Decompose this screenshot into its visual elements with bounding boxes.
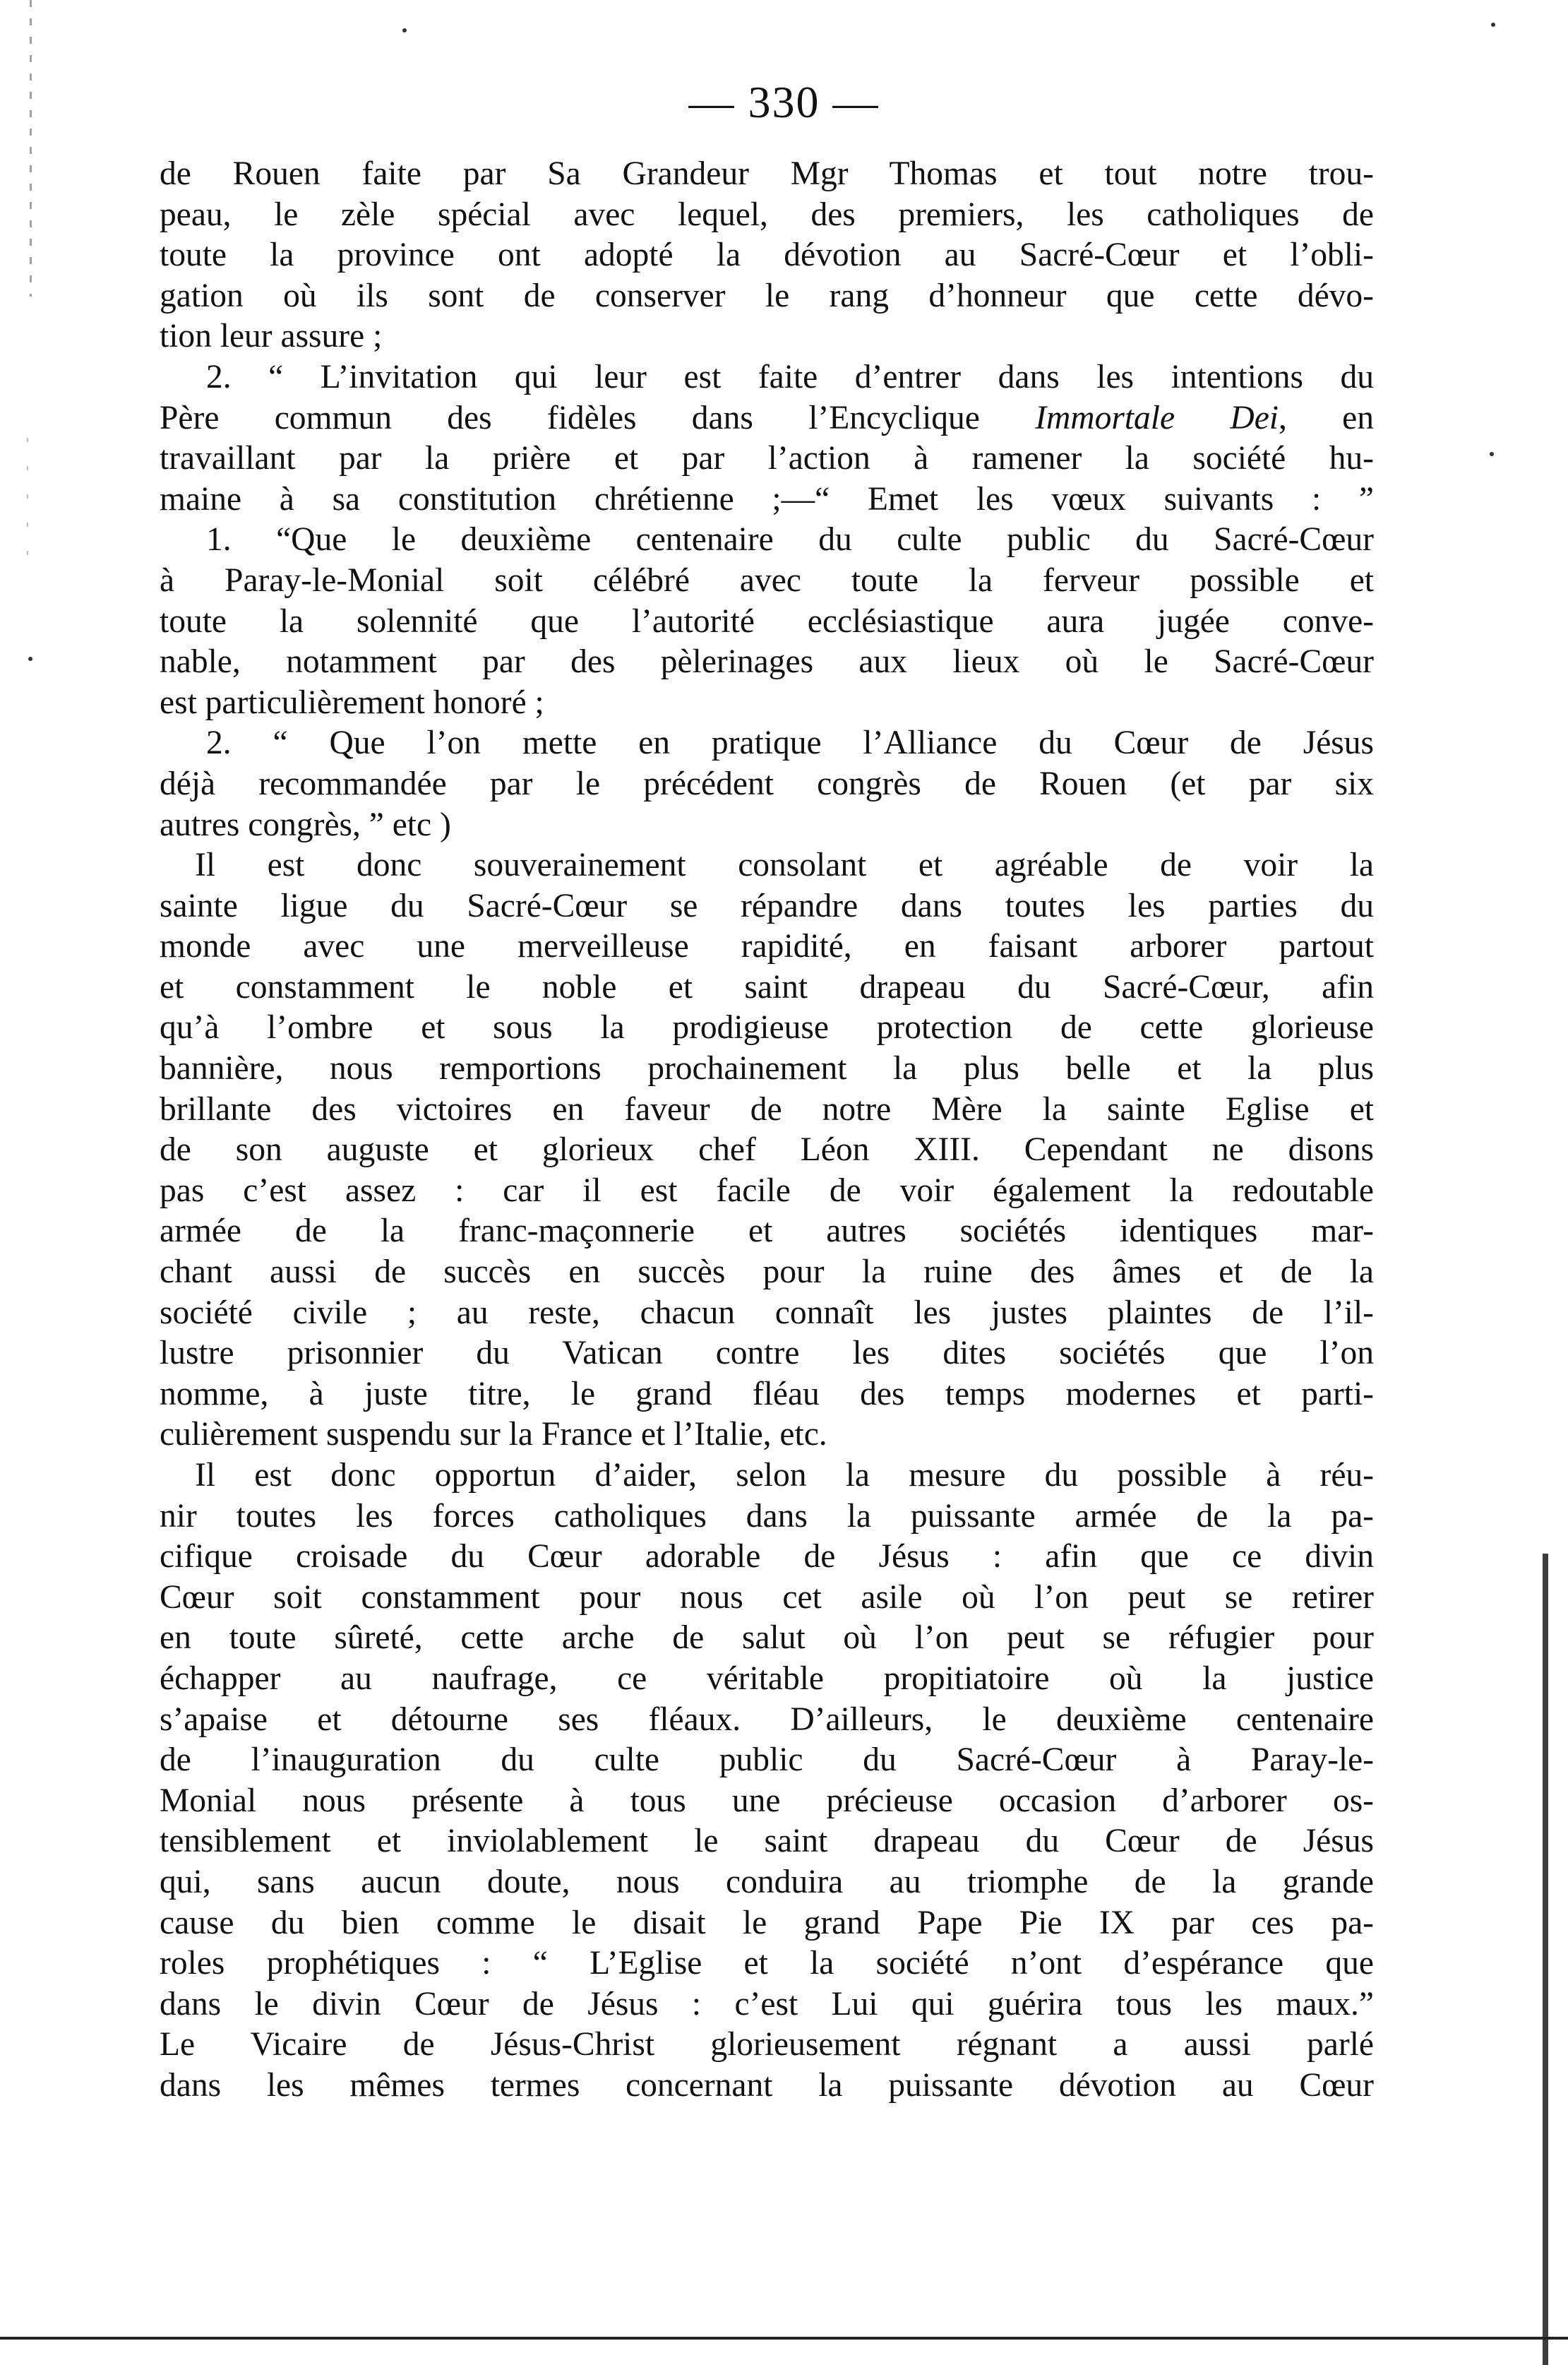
text-line: dans le divin Cœur de Jésus : c’est Lui qui guérira tous les maux.”	[160, 1985, 1374, 2023]
text-line: 2. “ Que l’on mette en pratique l’Alliance du Cœur de Jésus	[206, 725, 1374, 762]
text-line: bannière, nous remportions prochainement la plus belle et la plus	[160, 1050, 1374, 1088]
text-line: Il est donc souverainement consolant et agréable de voir la	[195, 847, 1374, 884]
text-line: Monial nous présente à tous une précieuse occasion d’arborer os-	[160, 1782, 1374, 1819]
text-line: 2. “ L’invitation qui leur est faite d’entrer dans les intentions du	[206, 358, 1374, 395]
scan-artifact-left-edge	[30, 0, 32, 297]
text-line: monde avec une merveilleuse rapidité, en faisant arborer partout	[160, 928, 1374, 965]
text-line: et constamment le noble et saint drapeau du Sacré-Cœur, afin	[160, 968, 1374, 1006]
text-line: toute la solennité que l’autorité ecclésiastique aura jugée conve-	[160, 602, 1374, 640]
text-line: pas c’est assez : car il est facile de voir également la redoutable	[160, 1172, 1374, 1209]
scan-speck	[402, 28, 407, 32]
text-line: cause du bien comme le disait le grand Pape Pie IX par ces pa-	[160, 1904, 1374, 1941]
text-line: à Paray-le-Monial soit célébré avec toute la ferveur possible et	[160, 561, 1374, 599]
text-line: s’apaise et détourne ses fléaux. D’ailleurs, le deuxième centenaire	[160, 1700, 1374, 1738]
text-line: société civile ; au reste, chacun connaît les justes plaintes de l’il-	[160, 1294, 1374, 1331]
text-line: cifique croisade du Cœur adorable de Jésus : afin que ce divin	[160, 1538, 1374, 1575]
page-number: — 330 —	[688, 77, 880, 127]
text-line: autres congrès, ” etc )	[160, 806, 451, 843]
text-line: 1. “Que le deuxième centenaire du culte public du Sacré-Cœur	[206, 521, 1374, 559]
scan-artifact-left-edge-lower	[27, 438, 28, 565]
text-line: armée de la franc-maçonnerie et autres sociétés identiques mar-	[160, 1213, 1374, 1250]
text-line: en toute sûreté, cette arche de salut où l’on peut se réfugier pour	[160, 1619, 1374, 1657]
text-line: est particulièrement honoré ;	[160, 684, 544, 721]
text-line: nable, notamment par des pèlerinages aux lieux où le Sacré-Cœur	[160, 643, 1374, 681]
encyclical-title: Immortale Dei	[1035, 399, 1279, 436]
text-line: Le Vicaire de Jésus-Christ glorieusement régnant a aussi parlé	[160, 2026, 1374, 2063]
text-line: Il est donc opportun d’aider, selon la mesure du possible à réu-	[195, 1457, 1374, 1494]
text-line: de l’inauguration du culte public du Sacré-Cœur à Paray-le-	[160, 1741, 1374, 1779]
text-line: chant aussi de succès en succès pour la ruine des âmes et de la	[160, 1253, 1374, 1291]
text-line: travaillant par la prière et par l’action à ramener la société hu-	[160, 440, 1374, 477]
text-line: qu’à l’ombre et sous la prodigieuse protection de cette glorieuse	[160, 1009, 1374, 1047]
text-line: peau, le zèle spécial avec lequel, des premiers, les catholiques de	[160, 196, 1374, 233]
text-line: qui, sans aucun doute, nous conduira au triomphe de la grande	[160, 1863, 1374, 1900]
text-line: de son auguste et glorieux chef Léon XIII. Cependant ne disons	[160, 1131, 1374, 1169]
text-line: maine à sa constitution chrétienne ;—“ Emet les vœux suivants : ”	[160, 480, 1374, 518]
text-line: gation où ils sont de conserver le rang d’honneur que cette dévo-	[160, 277, 1374, 314]
text-line: culièrement suspendu sur la France et l’Italie, etc.	[160, 1416, 827, 1453]
text-line: tion leur assure ;	[160, 318, 383, 355]
scan-artifact-bottom-line	[0, 2337, 1568, 2340]
text-line: brillante des victoires en faveur de notre Mère la sainte Eglise et	[160, 1090, 1374, 1128]
text-line: de Rouen faite par Sa Grandeur Mgr Thomas et tout notre trou-	[160, 155, 1374, 192]
scan-artifact-right-edge	[1543, 1554, 1548, 2365]
text-line: déjà recommandée par le précédent congrès de Rouen (et par six	[160, 765, 1374, 802]
text-line: échapper au naufrage, ce véritable propitiatoire où la justice	[160, 1660, 1374, 1697]
text-line: tensiblement et inviolablement le saint drapeau du Cœur de Jésus	[160, 1823, 1374, 1860]
text-line: lustre prisonnier du Vatican contre les dites sociétés que l’on	[160, 1335, 1374, 1372]
text-line: toute la province ont adopté la dévotion au Sacré-Cœur et l’obli-	[160, 237, 1374, 274]
text-line: nir toutes les forces catholiques dans la puissante armée de la pa-	[160, 1497, 1374, 1535]
text-line: roles prophétiques : “ L’Eglise et la société n’ont d’espérance que	[160, 1945, 1374, 1982]
body-text	[160, 154, 1374, 2107]
scan-speck	[1491, 23, 1495, 27]
text-line: Père commun des fidèles dans l’Encyclique Immortale Dei, en	[160, 399, 1374, 436]
scan-speck	[28, 657, 32, 661]
text-line: nomme, à juste titre, le grand fléau des temps modernes et parti-	[160, 1375, 1374, 1412]
text-line: Cœur soit constamment pour nous cet asile où l’on peut se retirer	[160, 1578, 1374, 1616]
scan-speck	[1490, 452, 1494, 456]
text-line: dans les mêmes termes concernant la puissante dévotion au Cœur	[160, 2066, 1374, 2104]
text-line: sainte ligue du Sacré-Cœur se répandre dans toutes les parties du	[160, 887, 1374, 924]
